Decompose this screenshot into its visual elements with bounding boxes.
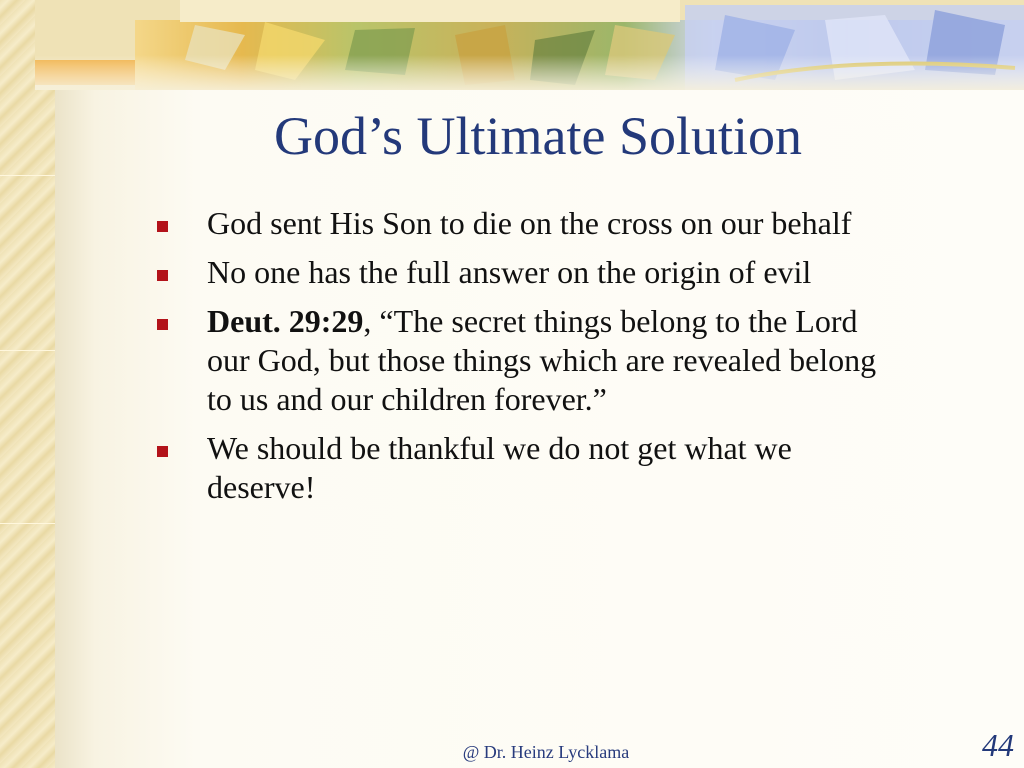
decorative-banner-image bbox=[35, 0, 1024, 90]
list-item bbox=[155, 302, 895, 419]
list-item bbox=[155, 204, 895, 243]
slide-number: 44 bbox=[982, 727, 1014, 763]
list-item bbox=[155, 429, 895, 507]
list-item bbox=[155, 253, 895, 292]
bullet-marker-icon bbox=[157, 221, 168, 232]
bullet-list bbox=[155, 204, 895, 517]
slide-title: God’s Ultimate Solution bbox=[273, 106, 802, 166]
footer-credit: @ Dr. Heinz Lycklama bbox=[462, 742, 630, 762]
bullet-marker-icon bbox=[157, 446, 168, 457]
bullet-text: No one has the full answer on the origin of evil bbox=[207, 254, 812, 290]
bullet-text: , “The secret things belong to the Lord our God, but those things which are revealed belong to us and our children forever.” bbox=[207, 303, 877, 417]
scripture-reference: Deut. 29:29 bbox=[207, 303, 364, 339]
bullet-marker-icon bbox=[157, 270, 168, 281]
bullet-text: We should be thankful we do not get what we deserve! bbox=[207, 430, 792, 505]
bullet-text: God sent His Son to die on the cross on our behalf bbox=[207, 205, 852, 241]
bullet-marker-icon bbox=[157, 319, 168, 330]
